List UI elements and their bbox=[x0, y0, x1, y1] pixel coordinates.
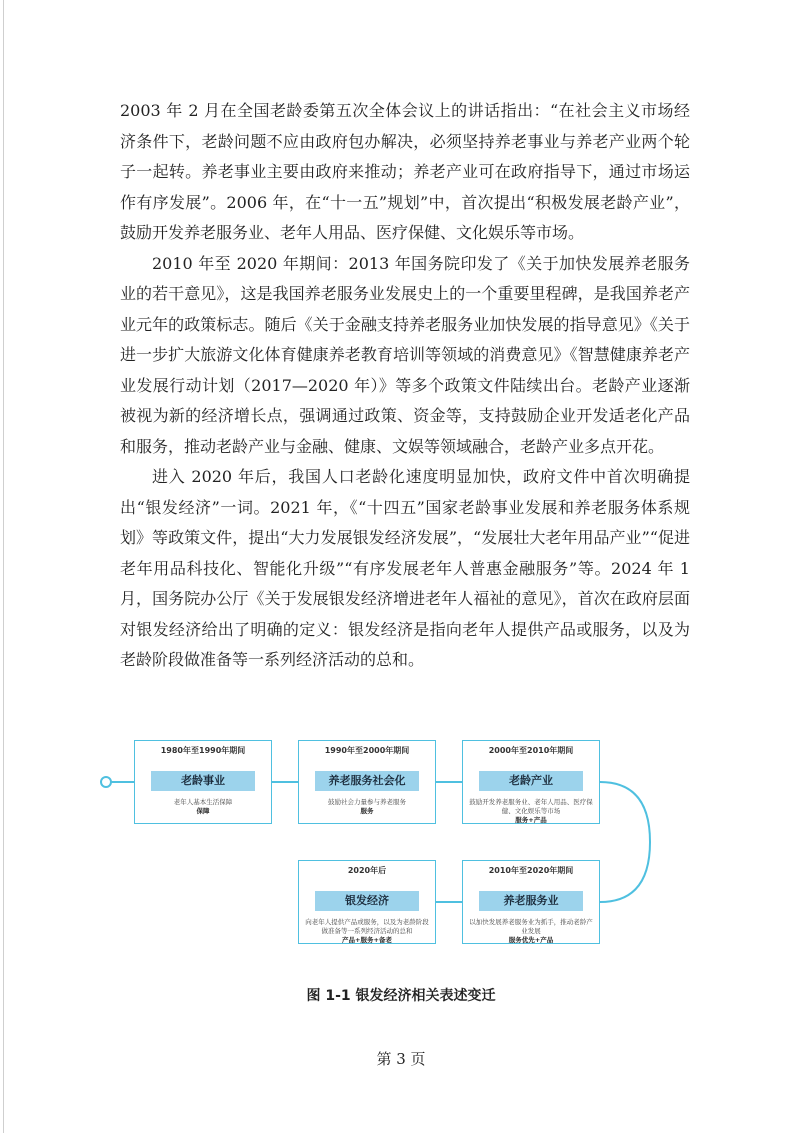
stage-label: 养老服务社会化 bbox=[315, 771, 419, 791]
stage-desc-text: 鼓励社会力量参与养老服务 bbox=[328, 798, 406, 806]
stage-desc bbox=[303, 918, 431, 945]
stage-period: 1990年至2000年期间 bbox=[324, 746, 410, 755]
stage-desc-text: 以加快发展养老服务业为抓手，推动老龄产业发展 bbox=[469, 918, 593, 935]
stage-box-5 bbox=[298, 860, 436, 944]
stage-label: 养老服务业 bbox=[479, 891, 583, 911]
stage-tag: 产品+服务+备老 bbox=[342, 936, 392, 944]
stage-period: 2010年至2020年期间 bbox=[488, 866, 574, 875]
figure-caption: 图 1-1 银发经济相关表述变迁 bbox=[306, 988, 496, 1004]
stage-label: 老龄事业 bbox=[151, 771, 255, 791]
stage-desc bbox=[467, 798, 595, 825]
stage-label: 老龄产业 bbox=[479, 771, 583, 791]
stage-tag: 保障 bbox=[196, 807, 210, 815]
stage-desc-text: 老年人基本生活保障 bbox=[173, 798, 233, 806]
stage-tag: 服务+产品 bbox=[515, 816, 547, 824]
stage-period: 2000年至2010年期间 bbox=[488, 746, 574, 755]
stage-box-2 bbox=[298, 740, 436, 824]
stage-period: 1980年至1990年期间 bbox=[160, 746, 246, 755]
paragraph-2: 2010 年至 2020 年期间：2013 年国务院印发了《关于加快发展养老服务业的若干意见》，这是我国养老服务业发展史上的一个重要里程碑，是我国养老产业元年的政策标志。随后《关于金融支持养老服务业加快发展的指导意见》《关于进一步扩大旅游文化体育健康养老教育培训等领域的消费意见》《智慧健康养老产业发展行动计划（2017—2020 年）》等多个政策文件陆续出台。老龄产业逐渐被视为新的经济增长点，强调通过政策、资金等，支持鼓励企业开发适老化产品和服务，推动老龄产业与金融、健康、文娱等领域融合，老龄产业多点开花。 bbox=[120, 253, 690, 456]
paragraph-3: 进入 2020 年后，我国人口老龄化速度明显加快，政府文件中首次明确提出“银发经济”一词。2021 年，《“十四五”国家老龄事业发展和养老服务体系规划》等政策文件，提出“大力发展银发经济发展”，“发展壮大老年用品产业”“促进老年用品科技化、智能化升级”“有序发展老年人普惠金融服务”等。2024 年 1 月，国务院办公厅《关于发展银发经济增进老年人福祉的意见》，首次在政府层面对银发经济给出了明确的定义：银发经济是指向老年人提供产品或服务，以及为老龄阶段做准备等一系列经济活动的总和。 bbox=[120, 467, 690, 669]
stage-period: 2020年后 bbox=[347, 866, 387, 875]
stage-desc bbox=[303, 798, 431, 816]
stage-tag: 服务 bbox=[360, 807, 374, 815]
start-node bbox=[101, 777, 111, 787]
paragraph-1: 2003 年 2 月在全国老龄委第五次全体会议上的讲话指出：“在社会主义市场经济条件下，老龄问题不应由政府包办解决，必须坚持养老事业与养老产业两个轮子一起转。养老事业主要由政府来推动；养老产业可在政府指导下，通过市场运作有序发展”。2006 年，在“十一五”规划”中，首次提出“积极发展老龄产业”，鼓励开发养老服务业、老年人用品、医疗保健、文化娱乐等市场。 bbox=[120, 101, 690, 242]
stage-desc bbox=[139, 798, 267, 816]
stage-desc bbox=[467, 918, 595, 945]
stage-box-3 bbox=[462, 740, 600, 824]
stage-desc-text: 鼓励开发养老服务业、老年人用品、医疗保健、文化娱乐等市场 bbox=[469, 798, 593, 815]
connector-3-4 bbox=[600, 782, 650, 902]
stage-box-4 bbox=[462, 860, 600, 944]
stage-tag: 服务优先+产品 bbox=[508, 936, 554, 944]
stage-box-1 bbox=[134, 740, 272, 824]
stage-desc-text: 向老年人提供产品或服务，以及为老龄阶段做准备等一系列经济活动的总和 bbox=[305, 918, 429, 935]
stage-label: 银发经济 bbox=[315, 891, 419, 911]
page-number: 第 3 页 bbox=[376, 1050, 426, 1068]
